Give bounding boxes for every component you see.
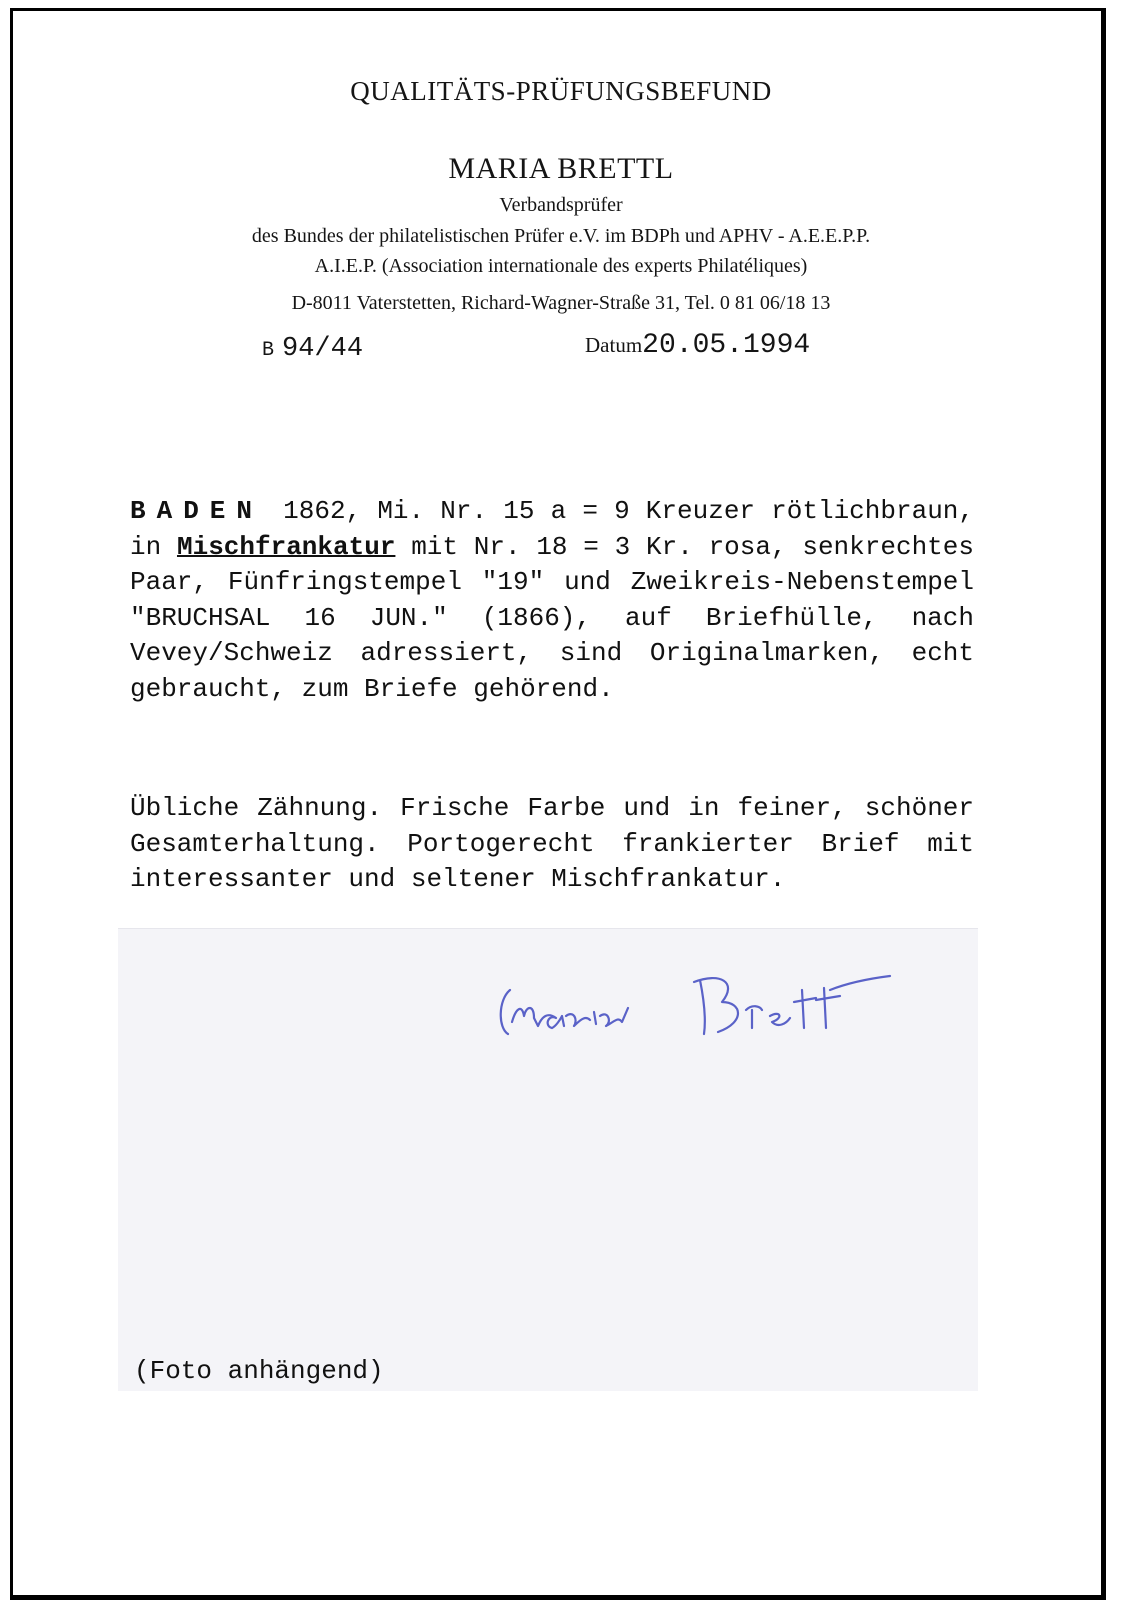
description-paragraph (130, 494, 974, 707)
affiliation-line-1: des Bundes der philatelistischen Prüfer e.V. im BDPh und APHV - A.E.E.P.P. (251, 225, 871, 247)
examiner-name: MARIA BRETTL (448, 152, 674, 185)
photo-attached-note: (Foto anhängend) (134, 1356, 384, 1386)
examiner-role: Verbandsprüfer (499, 194, 623, 216)
condition-paragraph: Übliche Zähnung. Frische Farbe und in feiner, schöner Gesamterhaltung. Portogerecht frankierter Brief mit interessanter und seltener Mischfrankatur. (130, 793, 974, 894)
examiner-signature (490, 960, 900, 1050)
affiliation-line-2: A.I.E.P. (Association internationale des experts Philatéliques) (314, 255, 808, 277)
reference-prefix: B (262, 339, 275, 362)
certificate-date (585, 330, 810, 361)
mixed-franking-term: Mischfrankatur (176, 531, 396, 562)
reference-number (262, 334, 363, 364)
date-label: Datum (585, 333, 643, 357)
examiner-address: D-8011 Vaterstetten, Richard-Wagner-Straße 31, Tel. 0 81 06/18 13 (291, 292, 831, 314)
description-part-2: mit Nr. 18 = 3 Kr. rosa, senkrechtes Paar, Fünfringstempel "19" und Zweikreis-Nebenstempel "BRUCHSAL 16 JUN." (1866), auf Briefhülle, nach Vevey/Schweiz adressiert, sind Originalmarken, echt gebraucht, zum Briefe gehörend. (130, 531, 974, 704)
country-name: BADEN (130, 496, 264, 526)
date-value: 20.05.1994 (642, 330, 811, 361)
reference-value: 94/44 (282, 334, 364, 364)
document-title: QUALITÄTS-PRÜFUNGSBEFUND (350, 76, 772, 106)
description-part-1: 1862, Mi. Nr. 15 a = 9 Kreuzer rötlichbraun, in (130, 496, 975, 562)
